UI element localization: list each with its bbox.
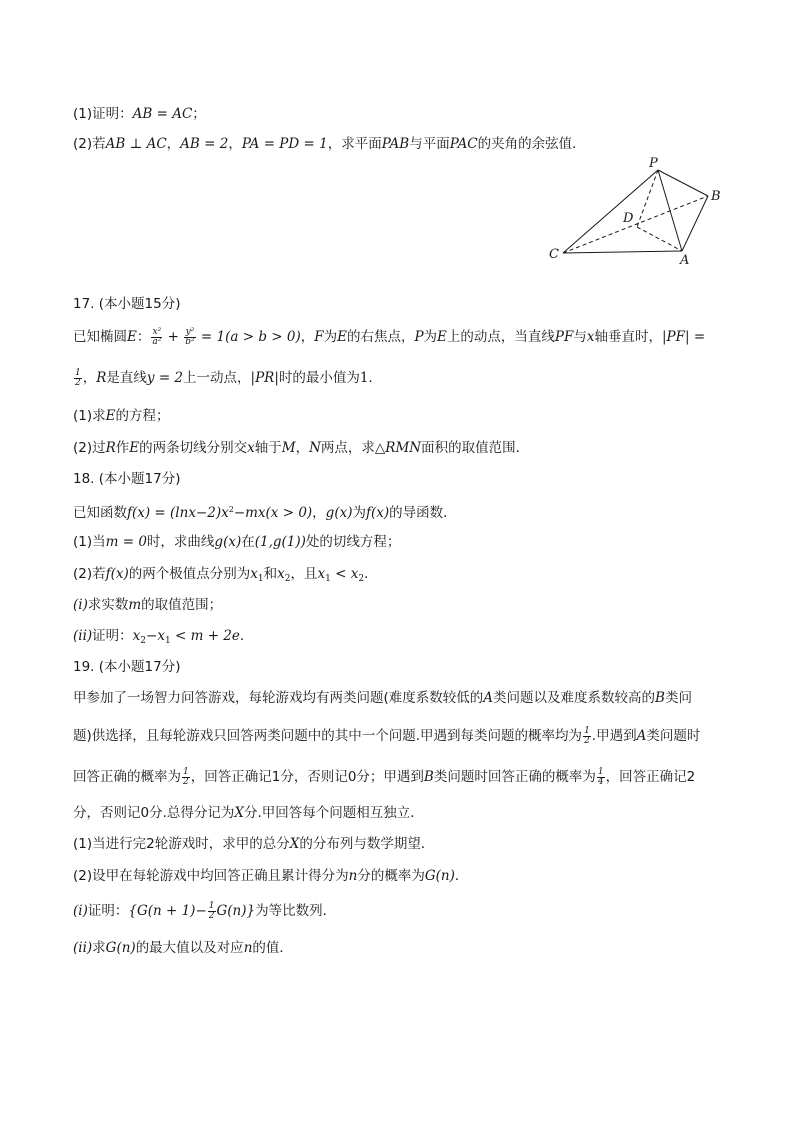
text: ． [239,628,254,644]
fraction-x [151,328,162,347]
math-expr: PF [554,329,574,345]
text: ． [368,370,382,386]
text: 求实数 [87,597,129,613]
math-expr: (1,g(1)) [254,534,306,550]
text: 分，否则记0分.总得分记为 [73,805,235,821]
text: ； [192,106,206,122]
text: 甲参加了一场智力问答游戏，每轮游戏均有两类问题(难度系数较低的 [73,690,484,706]
denominator: 2 [208,910,215,921]
math-expr: |PR| [250,370,279,386]
part-label: (i) [73,903,88,919]
text: ， [228,136,242,152]
text: 处的切线方程； [305,534,401,550]
text: 的两个极值点分别为 [128,566,251,582]
edge-BA [682,196,708,251]
text: ． [454,868,469,884]
math-expr: x [132,628,141,644]
text: 的值． [252,940,293,956]
math-expr: E [105,408,116,424]
q19-line4 [73,803,424,823]
math-expr: AB = AC [132,106,193,122]
label-D: D [623,211,634,226]
text: 的方程； [115,408,170,424]
denominator: a² [152,336,162,347]
numerator: 1 [75,367,81,378]
numerator: 1 [183,766,189,777]
math-expr: m [128,597,142,613]
part-label: (2)若 [73,566,106,582]
q19-part1 [73,834,434,854]
part-label: (1)当进行完2轮游戏时，求甲的总分 [73,836,290,852]
math-expr: R [96,370,107,386]
subscript-2: 2 [284,574,291,584]
text: ，求平面 [327,136,382,152]
q19-header: 19. (本小题17分) [73,659,181,675]
part-label: (2)若 [73,136,106,152]
part-label: (2)过 [73,440,106,456]
math-expr: x [247,440,255,456]
text: ，回答正确记1分，否则记0分；甲遇到 [190,769,424,785]
math-expr: G(n)} [216,903,256,919]
text: 证明： [92,628,133,644]
text: ，回答正确记2 [605,769,696,785]
text: 的导函数． [389,505,457,521]
q16-part1 [73,104,206,124]
numerator: 1 [584,725,590,736]
text: 类问 [664,690,692,706]
q18-part2 [73,564,378,589]
text: 是直线 [106,370,147,386]
q16-part2 [73,134,586,154]
math-expr: P [414,329,424,345]
q19-line1 [73,688,692,708]
math-expr: < m + 2e [170,628,240,644]
q17-part1 [73,406,169,426]
math-expr: n [348,868,358,884]
edge-PB [658,170,708,196]
math-expr: E [337,329,347,345]
text: 求 [92,940,106,956]
subscript-1: 1 [257,574,264,584]
text: 题)供选择，且每轮游戏只回答两类问题中的其中一个问题.甲遇到每类问题的概率均为 [73,728,583,744]
text: 为 [423,329,438,345]
math-expr: A [636,728,647,744]
math-expr: G(n) [424,868,455,884]
text: 与平面 [409,136,450,152]
math-expr: E [127,329,137,345]
q17-line2 [73,368,382,388]
math-expr: PAC [449,136,478,152]
pyramid-figure [540,150,730,270]
math-expr: x [277,566,285,582]
text: 的取值范围； [141,597,223,613]
text: ， [166,136,181,152]
q19-line3 [73,767,695,787]
subscript-1: 1 [164,636,171,646]
math-expr: X [234,805,245,821]
text: 为 [352,505,366,521]
math-expr: △RMN [374,440,422,456]
text: 时，求曲线 [146,534,215,550]
text: 分的概率为 [357,868,425,884]
math-expr: −x [146,628,165,644]
q19-part2 [73,866,468,886]
q19-line2 [73,726,700,746]
math-expr: B [655,690,665,706]
fraction-quarter [597,768,605,787]
math-expr: PAB [381,136,410,152]
part-label: (1)求 [73,408,106,424]
denominator: 4 [597,776,604,787]
fraction-half [208,902,216,921]
math-expr: {G(n + 1)− [128,903,207,919]
q19-part2-i [73,901,336,921]
text: 与 [573,329,587,345]
fraction-half [74,369,82,388]
text: 证明： [87,903,129,919]
label-A: A [680,253,690,268]
text: 面积的取值范围． [421,440,530,456]
text: 分.甲回答每个问题相互独立． [244,805,424,821]
text: 类问题以及难度系数较高的 [493,690,656,706]
text: 的夹角的余弦值． [477,136,586,152]
math-expr: G(n) [105,940,136,956]
numerator: 1 [597,766,604,777]
q17-header: 17. (本小题15分) [73,296,181,312]
q18-part1 [73,532,400,552]
text: ，且 [290,566,318,582]
text: 已知函数 [73,505,127,521]
text: 和 [263,566,278,582]
subscript-1: 1 [325,574,331,584]
text: 类问题时 [646,728,701,744]
part-label: (1)当 [73,534,106,550]
math-expr: g(x) [214,534,242,550]
math-expr: n [243,940,253,956]
text: ， [295,440,310,456]
edge-DA-hidden [637,227,682,251]
numerator: x² [152,326,162,337]
edge-CA [563,251,682,253]
text: ， [82,370,97,386]
math-expr: x [250,566,258,582]
text: 上一动点， [183,370,251,386]
math-expr: AB ⊥ AC [105,136,167,152]
label-B: B [711,189,721,204]
q18-line1 [73,500,457,523]
math-expr: R [105,440,116,456]
math-expr: E [437,329,447,345]
text: ， [312,505,326,521]
part-label: (ii) [73,628,93,644]
q17-line1 [73,327,705,347]
math-expr: E [129,440,140,456]
fraction-y [184,328,195,347]
math-expr: N [309,440,321,456]
text: 为 [323,329,338,345]
fraction-half [583,727,591,746]
part-label: (i) [73,597,88,613]
subscript-2: 2 [358,574,365,584]
math-expr: x [317,566,326,582]
edge-CB-hidden [563,196,708,253]
math-op: + [163,329,184,345]
part-label: (1)证明： [73,106,133,122]
label-P: P [649,156,658,171]
denominator: b² [185,336,195,347]
math-expr: F [314,329,324,345]
q18-part2-i [73,595,222,615]
text: 在 [241,534,255,550]
math-expr: f(x) [105,566,129,582]
text: ． [364,566,378,582]
math-expr: M [281,440,296,456]
text: ： [136,329,151,345]
math-expr: f(x) [365,505,390,521]
q18-header: 18. (本小题17分) [73,471,181,487]
fraction-half [182,768,190,787]
q18-part2-ii [73,626,253,651]
math-expr: f(x) = (lnx−2)x [127,505,229,521]
math-expr: B [423,769,434,785]
text: 已知椭圆 [73,329,127,345]
text: ， [300,329,315,345]
math-expr: < x [330,566,359,582]
text: 的右焦点， [346,329,415,345]
part-label: (ii) [73,940,93,956]
math-expr: y = 2 [146,370,184,386]
numerator: y² [185,326,195,337]
text: 时的最小值为 [278,370,360,386]
text: 上的动点，当直线 [446,329,555,345]
subscript-2: 2 [140,636,147,646]
numerator: 1 [208,900,215,911]
text: .甲遇到 [591,728,637,744]
part-label: (2)设甲在每轮游戏中均回答正确且累计得分为 [73,868,349,884]
q17-part2 [73,438,529,458]
math-expr: g(x) [325,505,353,521]
math-expr: −mx(x > 0) [233,505,313,521]
math-expr: AB = 2 [180,136,229,152]
q19-part2-ii [73,938,293,958]
text: 类问题时回答正确的概率为 [433,769,596,785]
denominator: 2 [183,776,189,787]
text: 为等比数列． [255,903,337,919]
text: 回答正确的概率为 [73,769,181,785]
math-expr: = 1(a > b > 0) [196,329,301,345]
text: 轴垂直时， [594,329,662,345]
denominator: 2 [584,735,590,746]
math-expr: m = 0 [105,534,147,550]
text: 两点，求 [320,440,375,456]
edge-PC [563,170,658,253]
math-expr: A [483,690,494,706]
math-expr: 1 [359,370,369,386]
denominator: 2 [75,377,81,388]
math-expr: PA = PD = 1 [241,136,328,152]
label-C: C [549,247,559,262]
math-expr: |PF| = [661,329,706,345]
math-expr: x [586,329,595,345]
text: 作 [115,440,130,456]
math-expr: X [289,836,300,852]
text: 的分布列与数学期望． [299,836,435,852]
text: 轴于 [254,440,282,456]
exponent: 2 [228,505,234,514]
text: 的最大值以及对应 [135,940,244,956]
text: 的两条切线分别交 [139,440,248,456]
